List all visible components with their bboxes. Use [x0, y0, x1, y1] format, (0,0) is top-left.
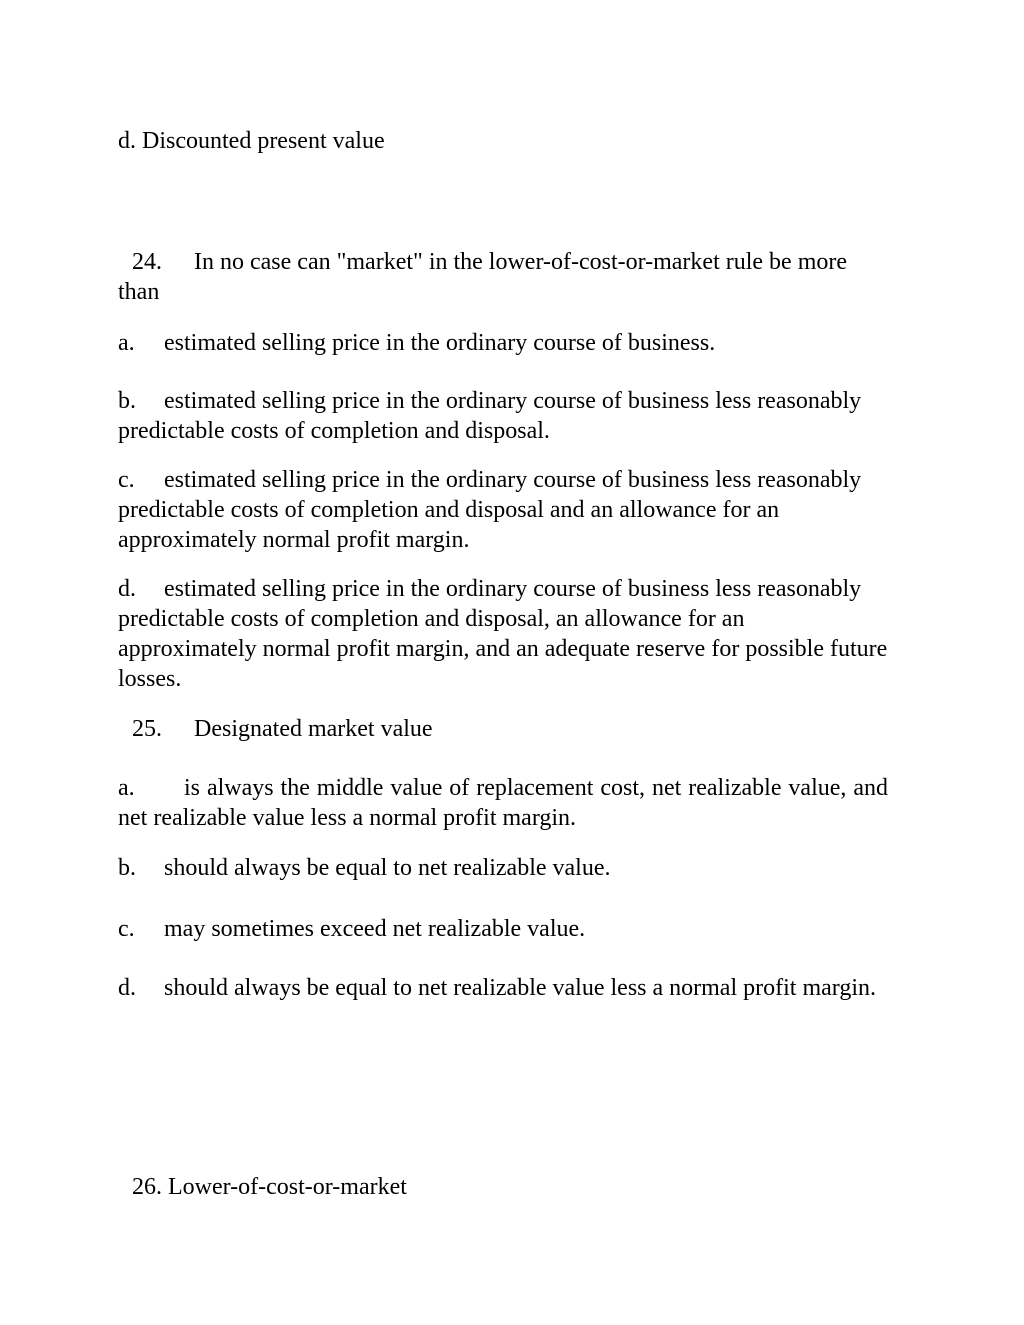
- q25-option-b: [118, 853, 888, 883]
- option-label: b.: [118, 388, 136, 414]
- option-label: d.: [118, 576, 136, 602]
- option-label: a.: [118, 330, 135, 356]
- question-26: [132, 1172, 902, 1202]
- option-text: Discounted present value: [142, 128, 385, 154]
- option-text: estimated selling price in the ordinary course of business.: [164, 330, 716, 356]
- q24-option-a: [118, 328, 888, 358]
- option-label: d.: [118, 128, 136, 154]
- option-text: estimated selling price in the ordinary course of business less reasonably predictable costs of completion and disposal, an allowance for an approximately normal profit margin, and an adequate reserve for possible future losses.: [118, 576, 888, 692]
- q24-option-b: [118, 386, 888, 446]
- q25-option-d: [118, 973, 888, 1003]
- question-stem: In no case can "market" in the lower-of-cost-or-market rule be more than: [118, 249, 848, 305]
- option-text: estimated selling price in the ordinary course of business less reasonably predictable costs of completion and disposal and an allowance for an approximately normal profit margin.: [118, 467, 862, 553]
- option-label: c.: [118, 916, 135, 942]
- option-label: d.: [118, 975, 136, 1001]
- question-25: [132, 714, 902, 744]
- option-label: a.: [118, 775, 135, 801]
- question-stem: Designated market value: [194, 716, 433, 742]
- q25-option-c: [118, 914, 888, 944]
- option-label: b.: [118, 855, 136, 881]
- question-number: 24.: [132, 249, 162, 275]
- option-text: is always the middle value of replacement cost, net realizable value, and net realizable value less a normal profit margin.: [118, 775, 888, 831]
- option-text: may sometimes exceed net realizable value.: [164, 916, 586, 942]
- option-label: c.: [118, 467, 135, 493]
- q24-option-c: [118, 465, 888, 555]
- option-text: should always be equal to net realizable value less a normal profit margin.: [164, 975, 876, 1001]
- previous-answer-d: [118, 126, 888, 156]
- q25-option-a: [118, 773, 888, 833]
- question-number: 25.: [132, 716, 162, 742]
- question-24: [118, 247, 888, 307]
- question-number: 26.: [132, 1174, 162, 1200]
- option-text: estimated selling price in the ordinary course of business less reasonably predictable costs of completion and disposal.: [118, 388, 862, 444]
- question-stem: Lower-of-cost-or-market: [168, 1174, 407, 1200]
- q24-option-d: [118, 574, 888, 694]
- option-text: should always be equal to net realizable value.: [164, 855, 611, 881]
